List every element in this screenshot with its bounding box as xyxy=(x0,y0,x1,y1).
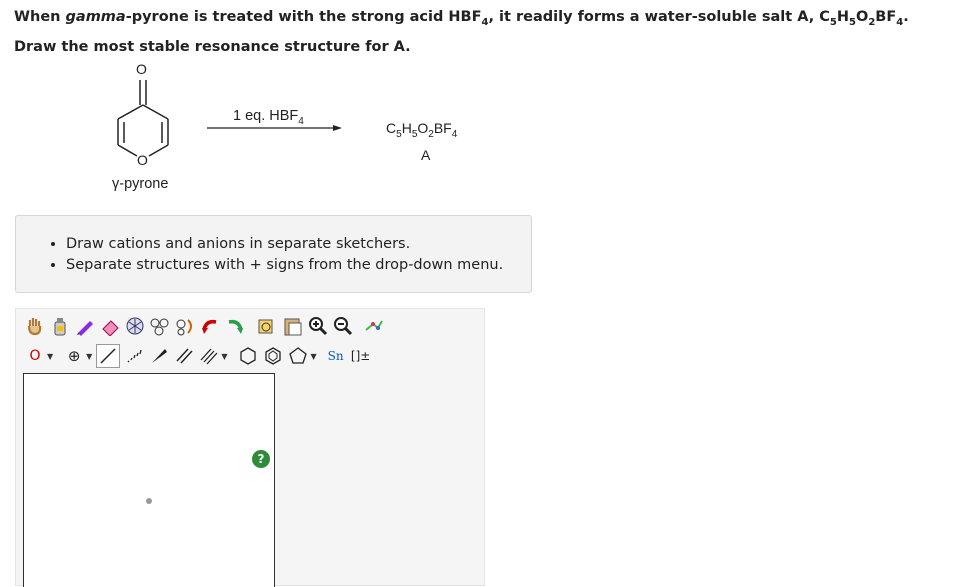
sgroup-icon[interactable]: Sn xyxy=(327,349,344,363)
hashed-bond-icon[interactable] xyxy=(123,345,145,367)
sketcher-toolbar-top xyxy=(24,315,388,337)
ring-template-icon[interactable] xyxy=(124,315,146,337)
help-button[interactable]: ? xyxy=(252,450,270,468)
pyrone-structure xyxy=(0,55,600,205)
instruction-item: • Draw cations and anions in separate sketchers. xyxy=(66,234,531,255)
clean-structure-icon[interactable] xyxy=(363,315,385,337)
eraser-icon[interactable] xyxy=(99,315,121,337)
charge-plus-selector[interactable]: ⊕ xyxy=(67,347,81,365)
chain-template-icon[interactable] xyxy=(149,315,171,337)
drawing-canvas[interactable] xyxy=(23,373,275,587)
zoom-in-icon[interactable] xyxy=(307,315,329,337)
atom-selector[interactable]: O xyxy=(29,348,41,364)
product-formula: $C_5H_5O_2BF_4$ xyxy=(386,120,458,140)
redo-icon[interactable] xyxy=(224,315,246,337)
ring-oxygen-label: O xyxy=(137,152,148,168)
reagent-label: 1 eq. $HBF_4$ xyxy=(233,108,304,127)
carbonyl-oxygen-label: O xyxy=(136,61,147,77)
molecule-sketcher xyxy=(15,308,485,586)
zoom-out-icon[interactable] xyxy=(332,315,354,337)
pencil-icon[interactable] xyxy=(74,315,96,337)
bond-dropdown-arrow-icon[interactable]: ▼ xyxy=(221,351,228,361)
instructions-box xyxy=(15,215,532,293)
sketcher-toolbar-bottom xyxy=(24,344,375,368)
wedge-bond-icon[interactable] xyxy=(148,345,170,367)
reaction-scheme xyxy=(0,55,600,205)
canvas-cursor-dot xyxy=(146,498,152,504)
copy-icon[interactable] xyxy=(257,315,279,337)
atom-dropdown-arrow-icon[interactable]: ▼ xyxy=(47,351,54,361)
undo-icon[interactable] xyxy=(199,315,221,337)
question-line-1: When gamma-pyrone is treated with the strong acid $HBF_4$, it readily forms a water-soluble salt A, $C_5H_5O_2BF_4$. xyxy=(14,9,909,28)
ring-dropdown-arrow-icon[interactable]: ▼ xyxy=(310,351,317,361)
question-text xyxy=(14,5,909,59)
hand-icon[interactable] xyxy=(24,315,46,337)
double-bond-icon[interactable] xyxy=(173,345,195,367)
hexagon-ring-icon[interactable] xyxy=(237,345,259,367)
product-letter: A xyxy=(421,147,431,163)
lasso-icon[interactable] xyxy=(174,315,196,337)
benzene-ring-icon[interactable] xyxy=(262,345,284,367)
pentagon-ring-icon[interactable] xyxy=(287,345,309,367)
triple-bond-icon[interactable] xyxy=(198,345,220,367)
paste-icon[interactable] xyxy=(282,315,304,337)
charge-dropdown-arrow-icon[interactable]: ▼ xyxy=(86,351,93,361)
bracket-charge-icon[interactable]: []± xyxy=(350,349,371,363)
question-line-2: Draw the most stable resonance structure for A. xyxy=(14,38,411,55)
instruction-item: • Separate structures with + signs from the drop-down menu. xyxy=(66,255,531,276)
pyrone-name: γ-pyrone xyxy=(112,176,169,192)
bottle-icon[interactable] xyxy=(49,315,71,337)
single-bond-icon[interactable] xyxy=(96,344,120,368)
